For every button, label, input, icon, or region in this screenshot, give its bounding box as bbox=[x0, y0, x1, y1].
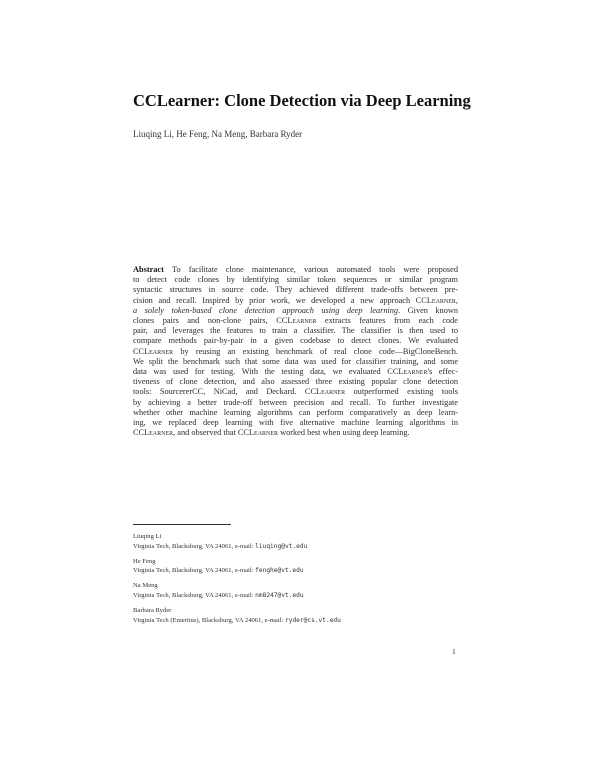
abstract-line bbox=[133, 387, 458, 397]
page-number: 1 bbox=[452, 647, 456, 656]
email-address: ryder@cs.vt.edu bbox=[285, 616, 341, 624]
abstract-line bbox=[133, 377, 458, 387]
abstract-text: tiveness of clone detection, and also assessed three existing popular clone detection bbox=[133, 377, 458, 387]
abstract-line bbox=[133, 357, 458, 367]
abstract-text: extracts features from each code bbox=[316, 316, 458, 326]
abstract-text: 's effec- bbox=[427, 367, 458, 377]
address-text: Virginia Tech, Blacksburg, VA 24061, e-mail: bbox=[133, 567, 256, 575]
author-list: Liuqing Li, He Feng, Na Meng, Barbara Ryder bbox=[133, 129, 303, 139]
abstract-text: . Given known bbox=[398, 305, 458, 315]
affiliation-entry bbox=[133, 606, 463, 626]
author-affiliations bbox=[133, 532, 463, 630]
address-text: Virginia Tech, Blacksburg, VA 24061, e-mail: bbox=[133, 591, 256, 599]
abstract-line bbox=[133, 347, 458, 357]
abstract-text: To facilitate clone maintenance, various automated tools were proposed bbox=[171, 265, 458, 274]
approach-name: Learner bbox=[144, 428, 174, 438]
abstract-line bbox=[133, 316, 458, 326]
abstract-line bbox=[133, 275, 458, 285]
abstract-text: by achieving a better trade-off between precision and recall. To further investigate bbox=[133, 397, 458, 407]
abstract-line bbox=[133, 306, 458, 316]
approach-name: Learner bbox=[398, 367, 428, 377]
abstract-text: by reusing an existing benchmark of real clone code—BigCloneBench. bbox=[173, 346, 458, 356]
approach-name: Learner bbox=[426, 295, 456, 305]
abstract-text: a solely token-based clone detection approach using deep learning bbox=[133, 305, 399, 315]
abstract-text: , and observed that CC bbox=[173, 428, 249, 438]
abstract-line bbox=[133, 418, 458, 428]
abstract-text: , bbox=[455, 295, 458, 305]
abstract-line bbox=[133, 336, 458, 346]
abstract-text: compare methods pair-by-pair in a given codebase to detect clones. We evaluated bbox=[133, 336, 458, 346]
abstract-text: data was used for testing. With the testing data, we evaluated CC bbox=[133, 367, 399, 377]
footnote-rule bbox=[133, 524, 231, 525]
abstract-text: pair, and leverages the features to train a classifier. The classifier is then used to bbox=[133, 326, 458, 336]
affiliation-author-name: Na Meng bbox=[133, 582, 158, 590]
address-text: Virginia Tech (Emeritus), Blacksburg, VA 24061, e-mail: bbox=[133, 616, 285, 624]
abstract-text: whether other machine learning algorithms can perform comparatively as deep learn- bbox=[133, 407, 458, 417]
abstract-heading: Abstract bbox=[133, 265, 172, 274]
abstract-text: ing, we replaced deep learning with five alternative machine learning algorithms in bbox=[133, 418, 458, 428]
abstract bbox=[133, 265, 458, 438]
paper-title: CCLearner: Clone Detection via Deep Learning bbox=[133, 91, 471, 110]
email-address: fenghe@vt.edu bbox=[255, 567, 304, 575]
abstract-text: tools: SourcererCC, NiCad, and Deckard. CC bbox=[133, 387, 317, 397]
affiliation-address bbox=[133, 616, 463, 626]
affiliation-address bbox=[133, 542, 463, 552]
abstract-line bbox=[133, 265, 458, 275]
email-address: nm8247@vt.edu bbox=[255, 591, 304, 599]
approach-name: Learner bbox=[144, 346, 174, 356]
affiliation-entry bbox=[133, 557, 463, 577]
abstract-line bbox=[133, 326, 458, 336]
abstract-line bbox=[133, 398, 458, 408]
abstract-line bbox=[133, 408, 458, 418]
abstract-text: outperformed existing tools bbox=[345, 387, 458, 397]
abstract-line bbox=[133, 285, 458, 295]
email-address: liuqing@vt.edu bbox=[255, 542, 308, 550]
abstract-text: worked best when using deep learning. bbox=[278, 428, 410, 438]
affiliation-author-name: Liuqing Li bbox=[133, 533, 162, 540]
abstract-line bbox=[133, 428, 458, 438]
approach-name: Learner bbox=[287, 316, 317, 326]
abstract-text: cision and recall. Inspired by prior work, we developed a new approach CC bbox=[133, 295, 427, 305]
abstract-line bbox=[133, 367, 458, 377]
abstract-line bbox=[133, 296, 458, 306]
affiliation-entry bbox=[133, 581, 463, 601]
address-text: Virginia Tech, Blacksburg, VA 24061, e-mail: bbox=[133, 542, 256, 550]
affiliation-author-name: Barbara Ryder bbox=[133, 606, 172, 614]
affiliation-address bbox=[133, 566, 463, 576]
abstract-text: We split the benchmark such that some data was used for classifier training, and some bbox=[133, 356, 458, 366]
abstract-text: clones pairs and non-clone pairs, CC bbox=[133, 316, 288, 326]
approach-name: Learner bbox=[316, 387, 346, 397]
affiliation-author-name: He Feng bbox=[133, 557, 156, 565]
affiliation-entry bbox=[133, 532, 463, 552]
approach-name: Learner bbox=[248, 428, 279, 438]
abstract-text: CC bbox=[133, 428, 145, 438]
affiliation-address bbox=[133, 591, 463, 601]
abstract-text: syntactic structures in source code. They achieved different trade-offs between pre- bbox=[133, 285, 458, 295]
abstract-text: to detect code clones by identifying similar token sequences or similar program bbox=[133, 275, 458, 285]
abstract-text: CC bbox=[133, 346, 145, 356]
